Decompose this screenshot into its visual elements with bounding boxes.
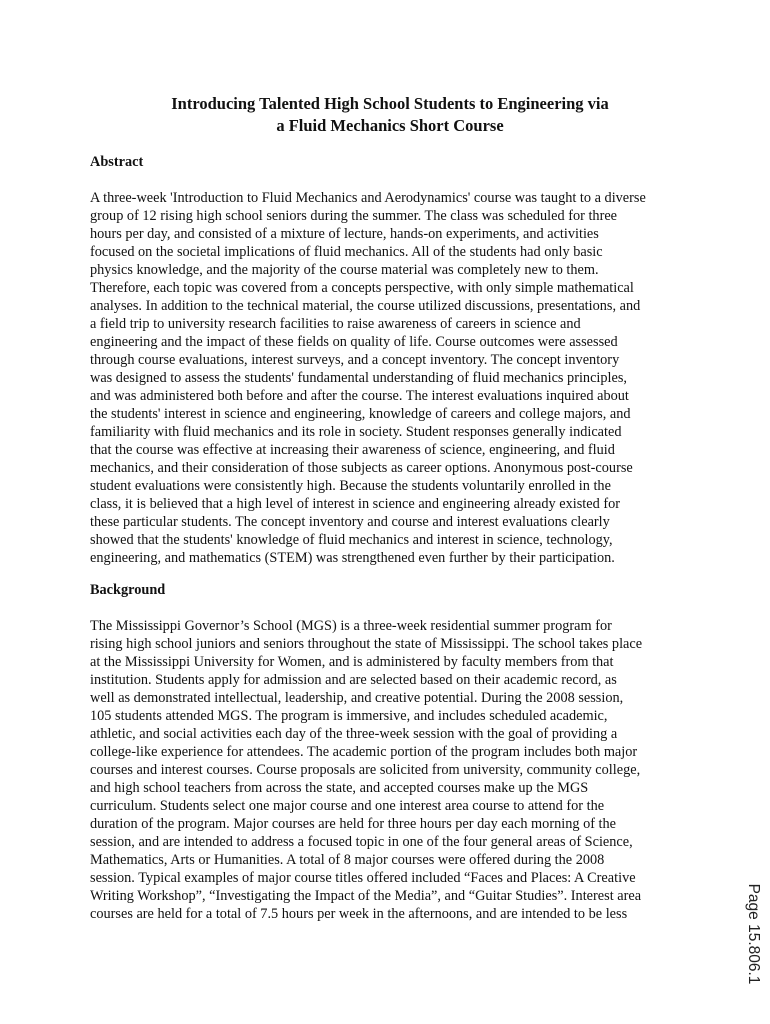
abstract-text-line: group of 12 rising high school seniors during the summer. The class was scheduled for three (90, 208, 618, 224)
abstract-text-line: focused on the societal implications of fluid mechanics. All of the students had only basic (90, 244, 603, 260)
abstract-paragraph (90, 189, 730, 567)
background-text-line: session. Typical examples of major course titles offered included “Faces and Places: A Creative (90, 870, 636, 886)
abstract-text-line: A three-week 'Introduction to Fluid Mechanics and Aerodynamics' course was taught to a diverse (90, 190, 646, 206)
background-text-line: duration of the program. Major courses are held for three hours per day each morning of the (90, 816, 617, 832)
abstract-text-line: Therefore, each topic was covered from a concepts perspective, with only simple mathematical (90, 280, 634, 296)
paper-title (90, 93, 690, 137)
abstract-text-line: hours per day, and consisted of a mixture of lecture, hands-on experiments, and activities (90, 226, 599, 242)
title-line-2: a Fluid Mechanics Short Course (276, 116, 504, 135)
abstract-text-line: engineering, and mathematics (STEM) was strengthened even further by their participation. (90, 550, 615, 566)
background-text-line: 105 students attended MGS. The program is immersive, and includes scheduled academic, (90, 708, 608, 724)
background-text-line: courses are held for a total of 7.5 hours per week in the afternoons, and are intended to be less (90, 906, 628, 922)
abstract-text-line: the students' interest in science and engineering, knowledge of careers and college majors, and (90, 406, 631, 422)
abstract-text-line: mechanics, and their consideration of those subjects as career options. Anonymous post-course (90, 460, 633, 476)
background-text-line: and high school teachers from across the state, and accepted courses make up the MGS (90, 780, 589, 796)
abstract-heading: Abstract (90, 154, 144, 170)
background-text-line: rising high school juniors and seniors throughout the state of Mississippi. The school takes place (90, 636, 643, 652)
background-text-line: athletic, and social activities each day of the three-week session with the goal of providing a (90, 726, 618, 742)
title-line-1: Introducing Talented High School Students to Engineering via (171, 94, 609, 113)
background-text-line: courses and interest courses. Course proposals are solicited from university, community college, (90, 762, 641, 778)
abstract-text-line: these particular students. The concept inventory and course and interest evaluations clearly (90, 514, 610, 530)
abstract-text-line: physics knowledge, and the majority of the course material was completely new to them. (90, 262, 599, 278)
abstract-text-line: analyses. In addition to the technical material, the course utilized discussions, presentations, and (90, 298, 641, 314)
abstract-text-line: student evaluations were consistently high. Because the students voluntarily enrolled in the (90, 478, 611, 494)
abstract-text-line: a field trip to university research facilities to raise awareness of careers in science and (90, 316, 581, 332)
abstract-text-line: that the course was effective at increasing their awareness of science, engineering, and fluid (90, 442, 615, 458)
page-number-label (742, 883, 764, 985)
abstract-text-line: familiarity with fluid mechanics and its role in society. Student responses generally indicated (90, 424, 622, 440)
abstract-text-line: through course evaluations, interest surveys, and a concept inventory. The concept inventory (90, 352, 620, 368)
background-text-line: college-like experience for attendees. The academic portion of the program includes both major (90, 744, 638, 760)
background-text-line: at the Mississippi University for Women, and is administered by faculty members from that (90, 654, 614, 670)
background-text-line: session, and are intended to address a focused topic in one of the four general areas of Science, (90, 834, 633, 850)
background-text-line: institution. Students apply for admission and are selected based on their academic record, as (90, 672, 617, 688)
abstract-text-line: class, it is believed that a high level of interest in science and engineering already existed for (90, 496, 620, 512)
background-text-line: Mathematics, Arts or Humanities. A total of 8 major courses were offered during the 2008 (90, 852, 605, 868)
abstract-text-line: showed that the students' knowledge of fluid mechanics and interest in science, technology, (90, 532, 613, 548)
abstract-text-line: engineering and the impact of these fields on quality of life. Course outcomes were assessed (90, 334, 618, 350)
abstract-text-line: and was administered both before and after the course. The interest evaluations inquired about (90, 388, 629, 404)
abstract-text-line: was designed to assess the students' fundamental understanding of fluid mechanics principles, (90, 370, 627, 386)
background-text-line: well as demonstrated intellectual, leadership, and creative potential. During the 2008 session, (90, 690, 624, 706)
page-number-text: Page 15.806.1 (745, 883, 762, 985)
background-heading: Background (90, 582, 166, 598)
background-paragraph (90, 617, 730, 923)
background-text-line: The Mississippi Governor’s School (MGS) is a three-week residential summer program for (90, 618, 612, 634)
background-text-line: Writing Workshop”, “Investigating the Impact of the Media”, and “Guitar Studies”. Interest area (90, 888, 642, 904)
background-text-line: curriculum. Students select one major course and one interest area course to attend for the (90, 798, 605, 814)
